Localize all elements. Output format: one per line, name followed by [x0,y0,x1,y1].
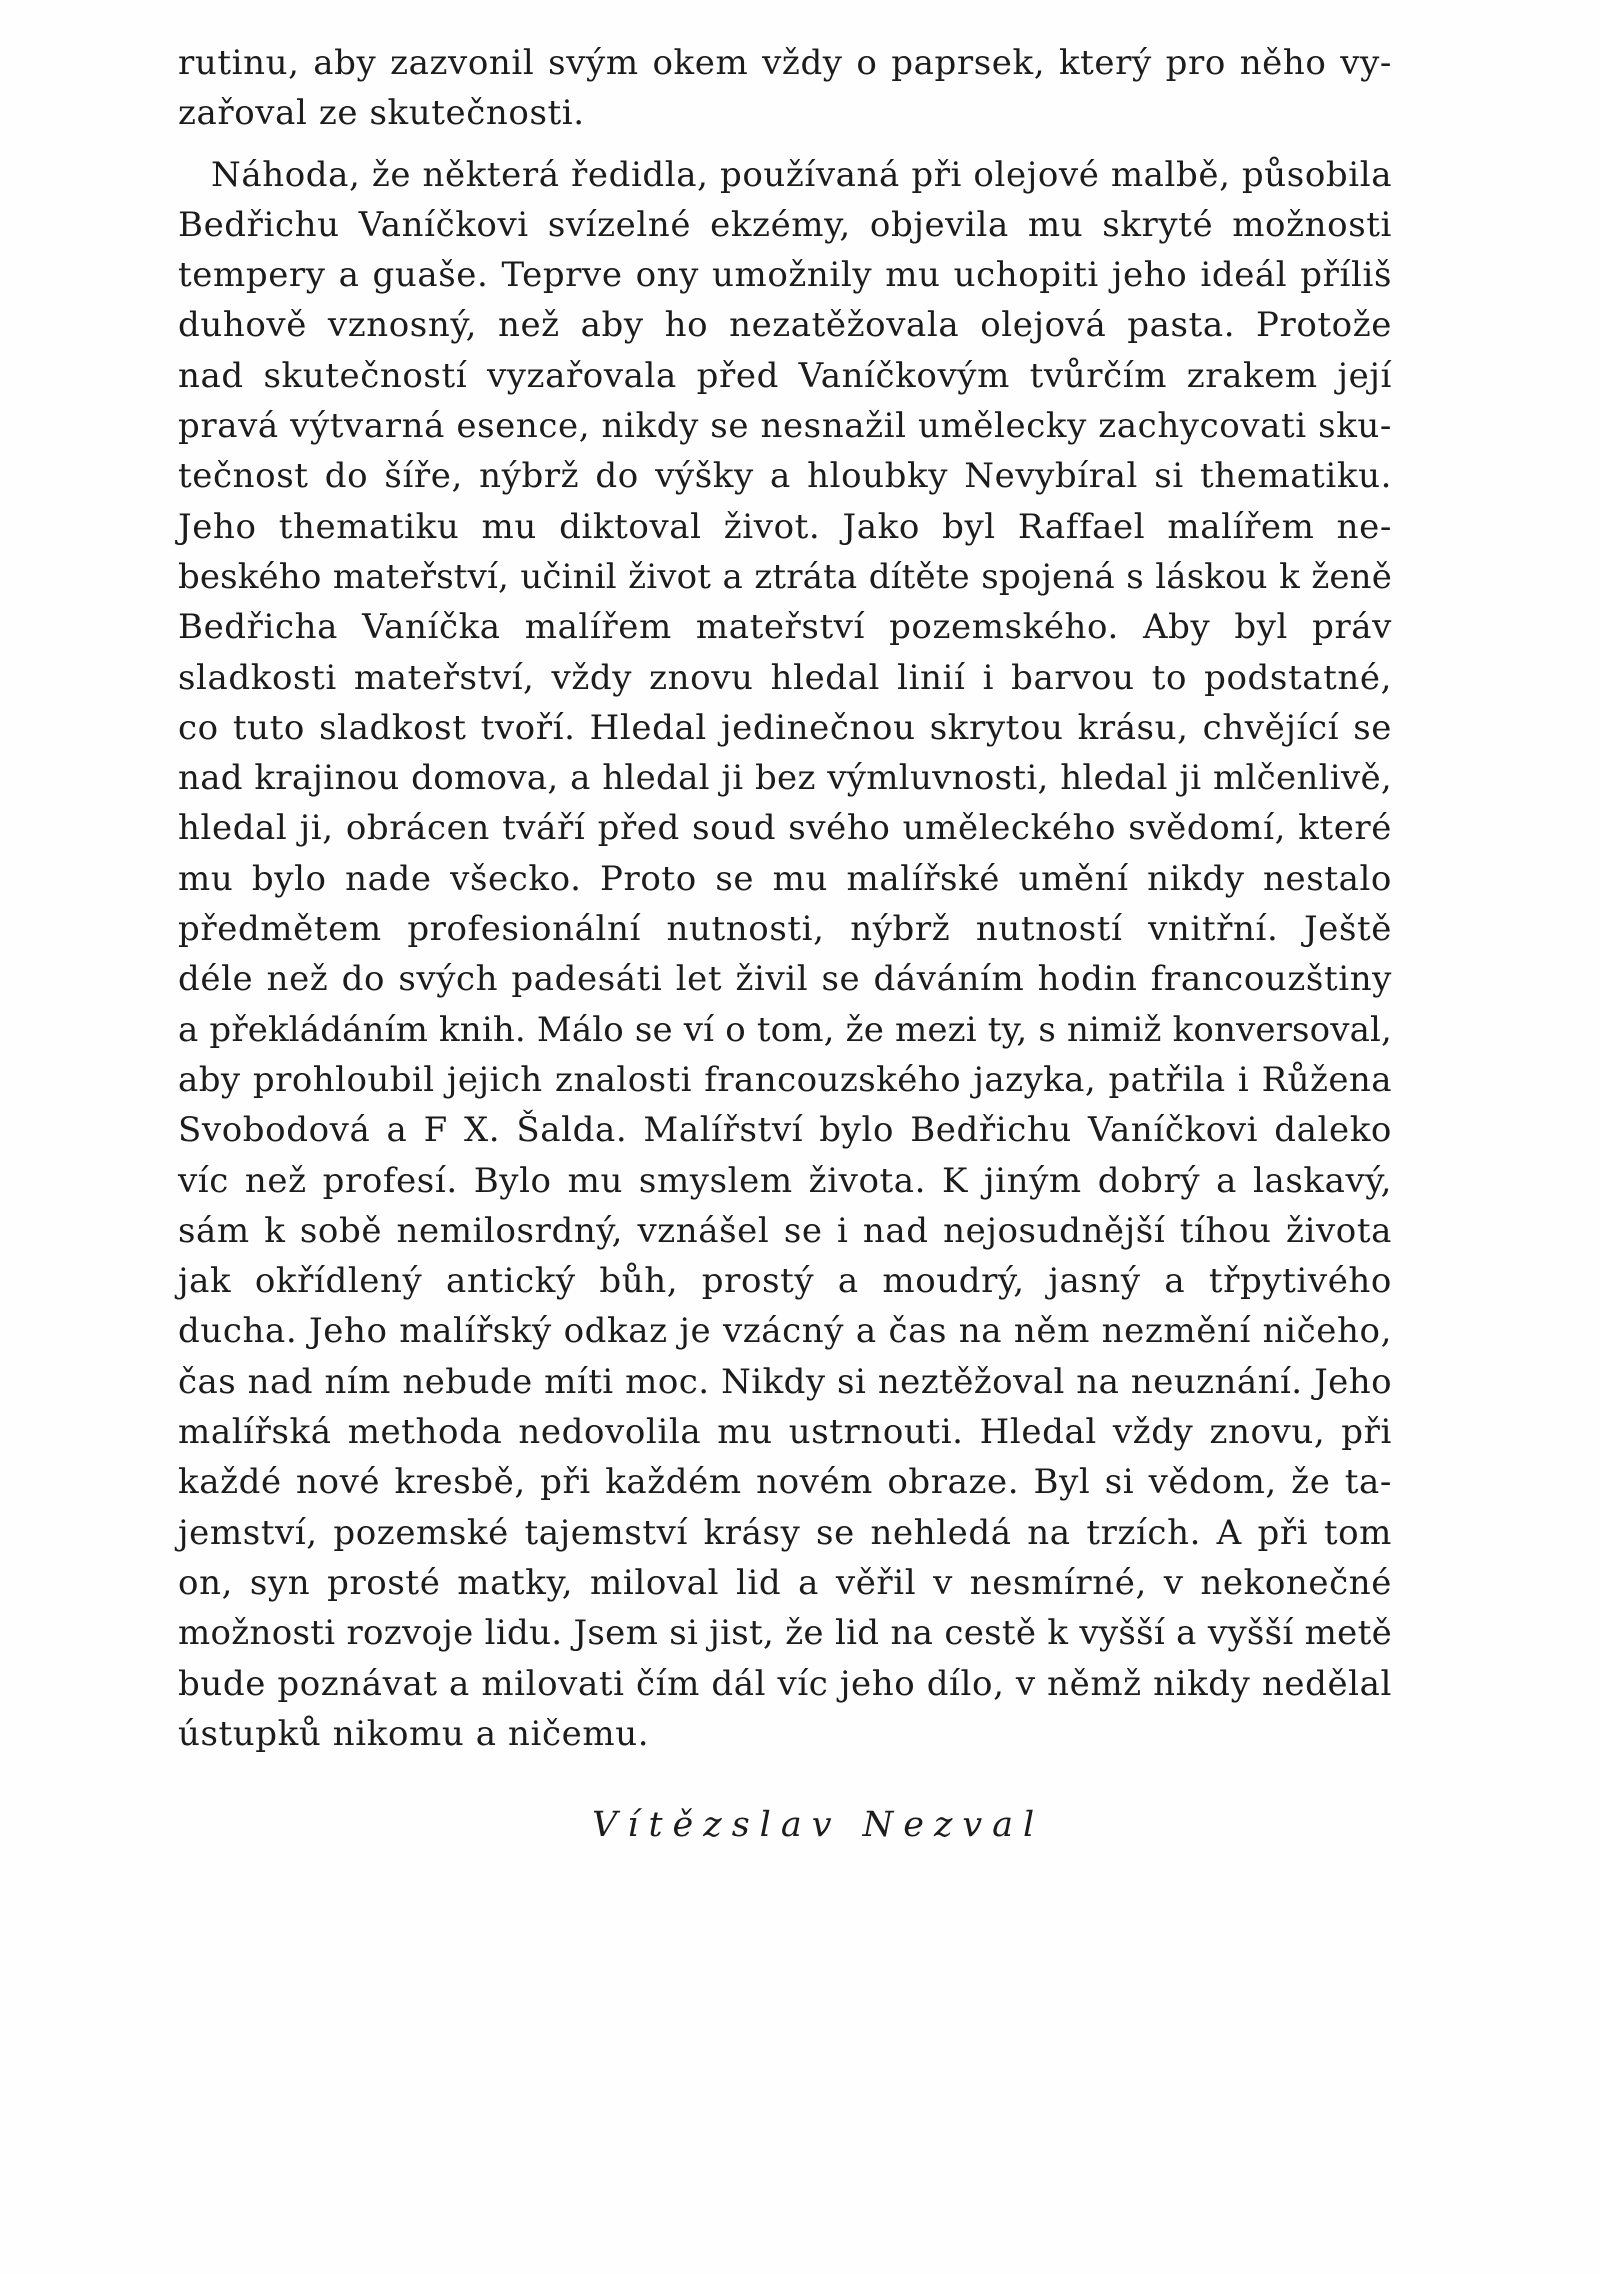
text-line: Jeho thematiku mu diktoval život. Jako byl Raffael malířem ne- [178,506,1392,547]
paragraph-1 [178,38,1392,139]
text-line: sladkosti mateřství, vždy znovu hledal linií i barvou to podstatné, [178,657,1392,698]
text-line: Bedřichu Vaníčkovi svízelné ekzémy, objevila mu skryté možnosti [178,204,1392,245]
text-line: on, syn prosté matky, miloval lid a věřil v nesmírné, v nekonečné [178,1562,1392,1603]
text-line: každé nové kresbě, při každém novém obraze. Byl si vědom, že ta- [178,1462,1392,1503]
text-line: mu bylo nade všecko. Proto se mu malířské umění nikdy nestalo [178,858,1392,899]
author-signature: Vítězslav Nezval [592,1805,1045,1845]
text-line: ducha. Jeho malířský odkaz je vzácný a čas na něm nezmění ničeho, [178,1311,1392,1352]
text-line: Bedřicha Vaníčka malířem mateřství pozemského. Aby byl práv [178,607,1392,648]
text-line: Náhoda, že některá ředidla, používaná při olejové malbě, působila [211,154,1393,195]
text-line: možnosti rozvoje lidu. Jsem si jist, že lid na cestě k vyšší a vyšší metě [178,1613,1392,1654]
text-line: víc než profesí. Bylo mu smyslem života. K jiným dobrý a laskavý, [178,1160,1392,1201]
text-line: předmětem profesionální nutnosti, nýbrž nutností vnitřní. Ještě [178,909,1392,950]
text-line: pravá výtvarná esence, nikdy se nesnažil umělecky zachycovati sku- [178,406,1392,447]
text-line: Svobodová a F X. Šalda. Malířství bylo Bedřichu Vaníčkovi daleko [178,1110,1392,1151]
text-line: aby prohloubil jejich znalosti francouzského jazyka, patřila i Růžena [178,1059,1392,1100]
text-line: tempery a guaše. Teprve ony umožnily mu uchopiti jeho ideál příliš [178,255,1392,296]
text-line: malířská methoda nedovolila mu ustrnouti. Hledal vždy znovu, při [178,1412,1392,1453]
text-line: déle než do svých padesáti let živil se dáváním hodin francouzštiny [178,959,1392,1000]
paragraph-2 [178,150,1392,1760]
text-line: rutinu, aby zazvonil svým okem vždy o paprsek, který pro něho vy- [178,43,1392,83]
body-text [178,38,1392,1759]
text-line: a překládáním knih. Málo se ví o tom, že mezi ty, s nimiž konversoval, [178,1009,1392,1050]
text-line: bude poznávat a milovati čím dál víc jeho dílo, v němž nikdy nedělal [178,1663,1392,1704]
paragraph-gap [178,139,1392,150]
text-line: beského mateřství, učinil život a ztráta dítěte spojená s láskou k ženě [178,556,1392,597]
text-line: zařoval ze skutečnosti. [178,93,585,134]
text-line: duhově vznosný, než aby ho nezatěžovala olejová pasta. Protože [178,305,1392,346]
text-line: jemství, pozemské tajemství krásy se nehledá na trzích. A při tom [178,1512,1392,1553]
text-line: sám k sobě nemilosrdný, vznášel se i nad nejosudnější tíhou života [178,1210,1392,1251]
text-line: tečnost do šíře, nýbrž do výšky a hloubky Nevybíral si thematiku. [178,456,1392,497]
text-line: ústupků nikomu a ničemu. [178,1713,650,1754]
text-line: nad skutečností vyzařovala před Vaníčkovým tvůrčím zrakem její [178,355,1392,396]
text-line: jak okřídlený antický bůh, prostý a moudrý, jasný a třpytivého [178,1261,1392,1302]
text-line: co tuto sladkost tvoří. Hledal jedinečnou skrytou krásu, chvějící se [178,707,1392,748]
text-line: hledal ji, obrácen tváří před soud svého uměleckého svědomí, které [178,808,1392,849]
text-line: čas nad ním nebude míti moc. Nikdy si neztěžoval na neuznání. Jeho [178,1361,1392,1402]
text-line: nad krajinou domova, a hledal ji bez výmluvnosti, hledal ji mlčenlivě, [178,758,1392,799]
